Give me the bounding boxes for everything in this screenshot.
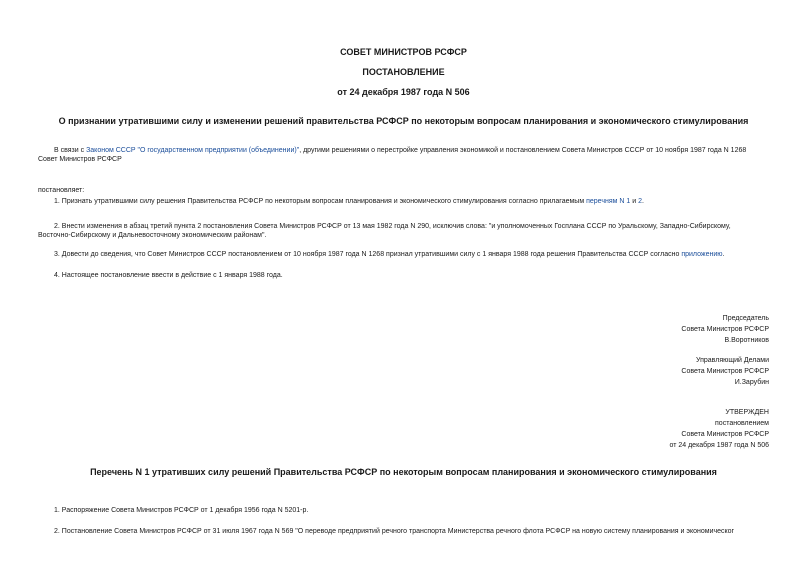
signature-manager-role: Управляющий Делами — [695, 357, 769, 364]
document-title: О признании утратившими силу и изменении решений правительства РСФСР по некоторым вопросам планирования и экономического стимулирования — [58, 116, 749, 126]
item-2-line-1: 2. Внести изменения в абзац третий пункта 2 постановления Совета Министров РСФСР от 13 мая 1982 года N 290, исключив слова: "и уполномоченных Госплана СССР по Уральскому, Западно-Сибирскому, — [54, 223, 731, 230]
item-1-text: 1. Признать утратившими силу решения Правительства РСФСР по некоторым вопросам планирования и экономического стимулирования согласно прилагаемым — [54, 198, 587, 205]
preamble-line-2: Совет Министров РСФСР — [38, 156, 122, 163]
link-list-1[interactable]: перечням N 1 — [586, 198, 631, 205]
signature-chair-role: Председатель — [722, 315, 769, 322]
header-doc-type: ПОСТАНОВЛЕНИЕ — [362, 67, 445, 77]
item-4: 4. Настоящее постановление ввести в действие с 1 января 1988 года. — [54, 272, 283, 279]
link-appendix[interactable]: приложению — [681, 251, 723, 258]
item-3 — [54, 250, 724, 259]
approval-line-1: УТВЕРЖДЕН — [725, 409, 769, 416]
approval-line-4: от 24 декабря 1987 года N 506 — [669, 442, 769, 449]
preamble-line-1 — [54, 146, 746, 155]
header-org: СОВЕТ МИНИСТРОВ РСФСР — [340, 47, 467, 57]
header-date: от 24 декабря 1987 года N 506 — [337, 87, 470, 97]
approval-line-2: постановлением — [715, 420, 769, 427]
preamble-text-before: В связи с — [54, 147, 87, 154]
signature-manager-org: Совета Министров РСФСР — [681, 368, 769, 375]
approval-line-3: Совета Министров РСФСР — [681, 431, 769, 438]
item-1-end: . — [642, 198, 644, 205]
list-1-item-2: 2. Постановление Совета Министров РСФСР от 31 июля 1967 года N 569 "О переводе предприятий речного транспорта Министерства речного флота РСФСР на новую систему планирования и экономическог — [54, 528, 735, 535]
signature-manager-name: И.Зарубин — [734, 379, 769, 386]
item-1 — [54, 197, 644, 206]
preamble-text-after: , другими решениями о перестройке управления экономикой и постановлением Совета Министров СССР от 10 ноября 1987 года N 1268 — [299, 147, 747, 154]
item-1-and: и — [630, 198, 639, 205]
list-1-item-1: 1. Распоряжение Совета Министров РСФСР от 1 декабря 1956 года N 5201-р. — [54, 507, 309, 514]
resolves-label: постановляет: — [38, 187, 85, 194]
list-1-title: Перечень N 1 утративших силу решений Правительства РСФСР по некоторым вопросам планирования и экономического стимулирования — [90, 467, 717, 477]
signature-chair-org: Совета Министров РСФСР — [681, 326, 769, 333]
item-2-line-2: Восточно-Сибирскому и Дальневосточному экономическим районам". — [38, 232, 267, 239]
signature-chair-name: В.Воротников — [724, 337, 769, 344]
item-3-text: 3. Довести до сведения, что Совет Министров СССР постановлением от 10 ноября 1987 года N 1268 признал утратившими силу с 1 января 1988 года решения Правительства СССР согласно — [54, 251, 682, 258]
link-list-2[interactable]: 2 — [638, 198, 642, 205]
link-law-state-enterprise[interactable]: Законом СССР "О государственном предприятии (объединении)" — [86, 147, 300, 154]
item-3-end: . — [722, 251, 725, 258]
